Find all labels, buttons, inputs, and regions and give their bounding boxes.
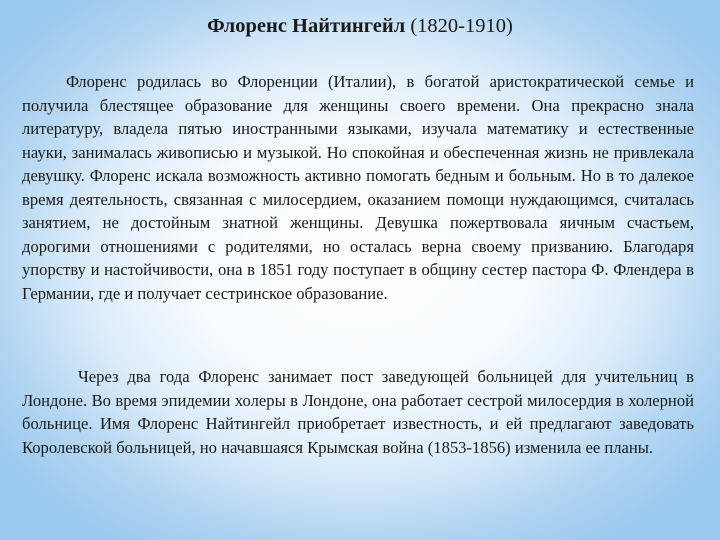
paragraph-biography-london: Через два года Флоренс занимает пост заведующей больницей для учительниц в Лондоне. Во время эпидемии холеры в Лондоне, она работает сестрой милосердия в холерной больнице. Имя Флоренс Найтингейл приобретает известность, и ей предлагают заведовать Королевской больницей, но начавшаяся Крымская война (1853-1856) изменила ее планы.: [22, 367, 694, 457]
title-years: (1820-1910): [410, 15, 513, 37]
paragraph-biography-early-life: Флоренс родилась во Флоренции (Италии), в богатой аристократической семье и получила блестящее образование для женщины своего времени. Она прекрасно знала литературу, владела пятью иностранными языками, изучала математику и естественные науки, занималась живописью и музыкой. Но спокойная и обеспеченная жизнь не привлекала девушку. Флоренс искала возможность активно помогать бедным и больным. Но в то далекое время деятельность, связанная с милосердием, оказанием помощи нуждающимся, считалась занятием, не достойным знатной женщины. Девушка пожертвовала яичным счастьем, дорогими отношениями с родителями, но осталась верна своему призванию. Благодаря упорству и настойчивости, она в 1851 году поступает в общину сестер пастора Ф. Флендера в Германии, где и получает сестринское образование.: [22, 72, 694, 303]
slide-title: [0, 13, 720, 39]
title-name: Флоренс Найтингейл: [207, 15, 406, 37]
